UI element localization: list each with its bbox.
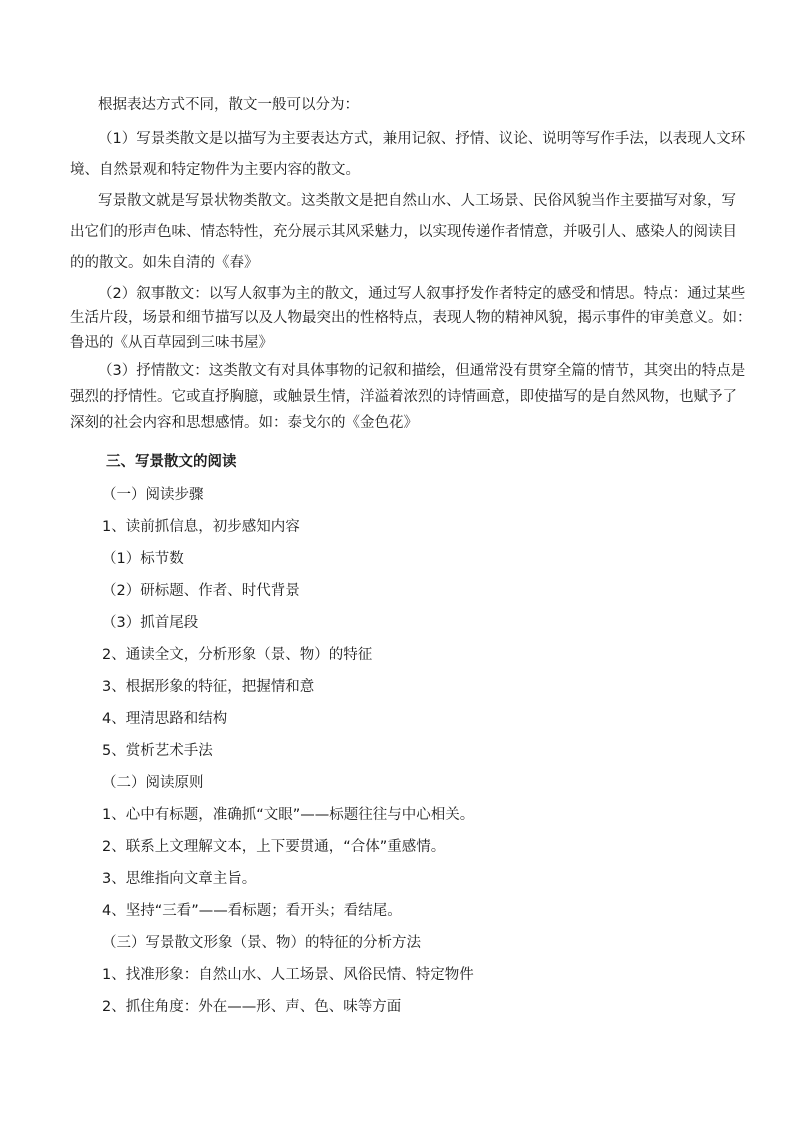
para-1-line-2: 境、自然景观和特定物件为主要内容的散文。 bbox=[70, 162, 360, 178]
list-item: 2、抓住角度：外在——形、声、色、味等方面 bbox=[102, 999, 402, 1015]
list-item: 1、心中有标题，准确抓“文眼”——标题往往与中心相关。 bbox=[102, 807, 475, 823]
list-item: 4、坚持“三看”——看标题；看开头；看结尾。 bbox=[102, 903, 402, 919]
para-1-line-1: （1）写景类散文是以描写为主要表达方式，兼用记叙、抒情、议论、说明等写作手法，以表现人文环 bbox=[98, 131, 746, 147]
list-item: 2、通读全文，分析形象（景、物）的特征 bbox=[102, 647, 373, 663]
list-item: （1）标节数 bbox=[102, 551, 184, 567]
subsection-1-heading: （一）阅读步骤 bbox=[102, 487, 204, 503]
para-3-line-1: （2）叙事散文：以写人叙事为主的散文，通过写人叙事抒发作者特定的感受和情思。特点：通过某些 bbox=[98, 286, 746, 302]
para-2-line-2: 出它们的形声色味、情态特性，充分展示其风采魅力，以实现传递作者情意，并吸引人、感染人的阅读目 bbox=[70, 224, 737, 240]
para-4-line-1: （3）抒情散文：这类散文有对具体事物的记叙和描绘，但通常没有贯穿全篇的情节，其突出的特点是 bbox=[98, 363, 746, 379]
list-item: 4、理清思路和结构 bbox=[102, 711, 228, 727]
subsection-2-heading: （二）阅读原则 bbox=[102, 775, 204, 791]
list-item: 2、联系上文理解文本，上下要贯通，“合体”重感情。 bbox=[102, 839, 446, 855]
list-item: 5、赏析艺术手法 bbox=[102, 743, 213, 759]
list-item: 1、读前抓信息，初步感知内容 bbox=[102, 519, 300, 535]
list-item: 1、找准形象：自然山水、人工场景、风俗民情、特定物件 bbox=[102, 967, 474, 983]
para-4-line-2: 强烈的抒情性。它或直抒胸臆，或触景生情，洋溢着浓烈的诗情画意，即使描写的是自然风物，也赋予了 bbox=[70, 389, 737, 405]
section-3-heading: 三、写景散文的阅读 bbox=[106, 454, 237, 470]
subsection-3-heading: （三）写景散文形象（景、物）的特征的分析方法 bbox=[102, 935, 421, 951]
para-3-line-2: 生活片段，场景和细节描写以及人物最突出的性格特点，表现人物的精神风貌，揭示事件的审美意义。如： bbox=[70, 310, 752, 326]
para-2-line-3: 的的散文。如朱自清的《春》 bbox=[70, 255, 259, 271]
list-item: 3、思维指向文章主旨。 bbox=[102, 871, 257, 887]
para-3-line-3: 鲁迅的《从百草园到三味书屋》 bbox=[70, 335, 273, 351]
para-4-line-3: 深刻的社会内容和思想感情。如：泰戈尔的《金色花》 bbox=[70, 415, 418, 431]
list-item: （3）抓首尾段 bbox=[102, 615, 199, 631]
intro-text: 根据表达方式不同，散文一般可以分为： bbox=[98, 97, 359, 113]
list-item: （2）研标题、作者、时代背景 bbox=[102, 583, 300, 599]
list-item: 3、根据形象的特征，把握情和意 bbox=[102, 679, 315, 695]
para-2-line-1: 写景散文就是写景状物类散文。这类散文是把自然山水、人工场景、民俗风貌当作主要描写对象，写 bbox=[98, 193, 736, 209]
